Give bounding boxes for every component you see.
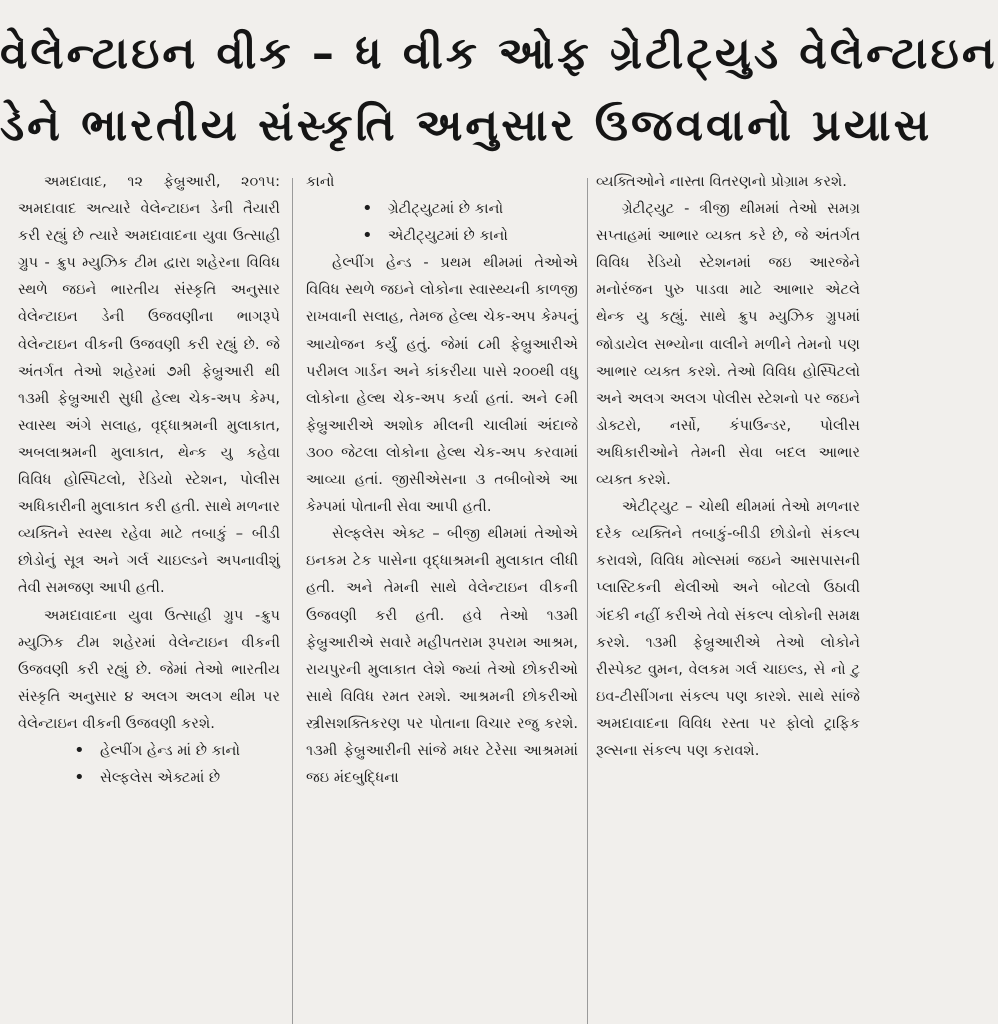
- list-item-text: ગ્રેટીટ્યુટમાં છે કાનો: [388, 200, 504, 218]
- headline-line-2: ડેને ભારતીય સંસ્કૃતિ અનુસાર ઉજવવાનો પ્રયાસ: [0, 100, 933, 151]
- bullet-icon: •: [362, 225, 373, 247]
- list-item: [18, 737, 280, 764]
- body-paragraph: એટીટ્યુટ – ચોથી થીમમાં તેઓ મળનાર દરેક વ્યક્તિને તબાકું-બીડી છોડોનો સંકલ્પ કરાવશે, વિવિધ મોલ્સમાં જઇને આસપાસની પ્લાસ્ટિકની થેલીઓ અને બોટલો ઉઠાવી ગંદકી નહીં કરીએ તેવો સંકલ્પ લોકોની સમક્ષ કરશે. ૧૩મી ફેબ્રુઆરીએ તેઓ લોકોને રીસ્પેક્ટ વુમન, વેલકમ ગર્લ ચાઇલ્ડ, સે નો ટુ ઇવ-ટીસીંગના સંકલ્પ પણ કારશે. સાથે સાંજે અમદાવાદના વિવિધ રસ્તા પર ફોલો ટ્રાફિક રૂલ્સના સંકલ્પ પણ કરાવશે.: [596, 498, 860, 759]
- list-item: [306, 195, 578, 222]
- column-1: [18, 168, 280, 1024]
- body-paragraph: અમદાવાદના યુવા ઉત્સાહી ગ્રુપ -ક્રુપ મ્યુઝિક ટીમ શહેરમાં વેલેન્ટાઇન વીકની ઉજવણી કરી રહ્યું છે. જેમાં તેઓ ભારતીય સંસ્કૃતિ અનુસાર ૪ અલગ અલગ થીમ પર વેલેન્ટાઇન વીકની ઉજવણી કરશે.: [18, 606, 280, 732]
- list-item-text: હેલ્પીંગ હેન્ડ માં છે કાનો: [100, 741, 241, 759]
- bullet-icon: •: [74, 739, 85, 761]
- column-3: [596, 168, 860, 1024]
- body-paragraph: સેલ્ફલેસ એક્ટ – બીજી થીમમાં તેઓએ ઇનકમ ટેક પાસેના વૃદ્ધાશ્રમની મુલાકાત લીધી હતી. અને તેમની સાથે વેલેન્ટાઇન વીકની ઉજવણી કરી હતી. હવે તેઓ ૧૩મી ફેબ્રુઆરીએ સવારે મહીપતરામ રૂપરામ આશ્રમ, રાયપુરની મુલાકાત લેશે જ્યાં તેઓ છોકરીઓ સાથે વિવિધ રમત રમશે. આશ્રમની છોકરીઓ સ્ત્રીસશક્તિકરણ પર પોતાના વિચાર રજુ કરશે. ૧૩મી ફેબ્રુઆરીની સાંજે મધર ટેરેસા આશ્રમમાં જઇ મંદબુદ્ધિના: [306, 525, 578, 787]
- continued-text: કાનો: [306, 173, 335, 190]
- column-2: [306, 168, 578, 1024]
- list-item-text: એટીટ્યુટમાં છે કાનો: [388, 227, 508, 245]
- bullet-icon: •: [74, 767, 85, 789]
- article-headline: [0, 0, 998, 176]
- list-item-text: સેલ્ફલેસ એક્ટમાં છે: [100, 769, 221, 787]
- body-paragraph: ગ્રેટીટ્યુટ - ત્રીજી થીમમાં તેઓ સમગ્ર સપ્તાહમાં આભાર વ્યક્ત કરે છે, જે અંતર્ગત વિવિધ રેડિયો સ્ટેશનમાં જઇ આરજેને મનોરંજન પુરુ પાડવા માટે આભાર એટલે થેન્ક યુ કહ્યું. સાથે ક્રુપ મ્યુઝિક ગ્રુપમાં જોડાયેલ સભ્યોના વાલીને મળીને તેમનો પણ આભાર વ્યક્ત કરશે. તેઓ વિવિધ હોસ્પિટલો અને અલગ અલગ પોલીસ સ્ટેશનો પર જઇને ડોક્ટરો, નર્સો, કંપાઉન્ડર, પોલીસ અધિકારીઓને તેમની સેવા બદલ આભાર વ્યક્ત કરશે.: [596, 200, 860, 489]
- headline-line-1: વેલેન્ટાઇન વીક – ધ વીક ઓફ ગ્રેટીટ્યુડ વેલેન્ટાઇન: [0, 28, 998, 79]
- continued-text: વ્યક્તિઓને નાસ્તા વિતરણનો પ્રોગ્રામ કરશે.: [596, 173, 847, 190]
- list-item: [306, 222, 578, 249]
- dateline-paragraph: અમદાવાદ, ૧૨ ફેબ્રુઆરી, ૨૦૧૫: અમદાવાદ અત્યારે વેલેન્ટાઇન ડેની તૈયારી કરી રહ્યું છે ત્યારે અમદાવાદના યુવા ઉત્સાહી ગ્રુપ - ક્રુપ મ્યુઝિક ટીમ દ્વારા શહેરના વિવિધ સ્થળે જઇને ભારતીય સંસ્કૃતિ અનુસાર વેલેન્ટાઇન ડેની ઉજવણીના ભાગરૂપે વેલેન્ટાઇન વીકની ઉજવણી કરી રહ્યું છે. જે અંતર્ગત તેઓ શહેરમાં ૭મી ફેબ્રુઆરી થી ૧૩મી ફેબ્રુઆરી સુધી હેલ્થ ચેક-અપ કેમ્પ, સ્વાસ્થ અંગે સલાહ, વૃદ્ધાશ્રમની મુલાકાત, અબલાશ્રમની મુલાકાત, થેન્ક યુ કહેવા વિવિધ હોસ્પિટલો, રેડિયો સ્ટેશન, પોલીસ અધિકારીની મુલાકાત કરી હતી. સાથે મળનાર વ્યક્તિને સ્વસ્થ રહેવા માટે તબાકું – બીડી છોડોનું સૂત્ર અને ગર્લ ચાઇલ્ડને અપનાવીશું તેવી સમજણ આપી હતી.: [18, 173, 280, 597]
- list-item: [18, 764, 280, 791]
- article-body: [0, 168, 875, 1024]
- body-paragraph: હેલ્પીંગ હેન્ડ - પ્રથમ થીમમાં તેઓએ વિવિધ સ્થળે જઇને લોકોના સ્વાસ્થ્યની કાળજી રાખવાની સલાહ, તેમજ હેલ્થ ચેક-અપ કેમ્પનું આયોજન કર્યું હતું. જેમાં ૮મી ફેબ્રુઆરીએ પરીમલ ગાર્ડન અને કાંકરીયા પાસે ૨૦૦થી વધુ લોકોના હેલ્થ ચેક-અપ કર્યા હતાં. અને ૯મી ફેબ્રુઆરીએ અશોક મીલની ચાલીમાં અંદાજે ૩૦૦ જેટલા લોકોના હેલ્થ ચેક-અપ કરવામાં આવ્યા હતાં. જીસીએસના ૩ તબીબોએ આ કેમ્પમાં પોતાની સેવા આપી હતી.: [306, 254, 578, 516]
- bullet-icon: •: [362, 198, 373, 220]
